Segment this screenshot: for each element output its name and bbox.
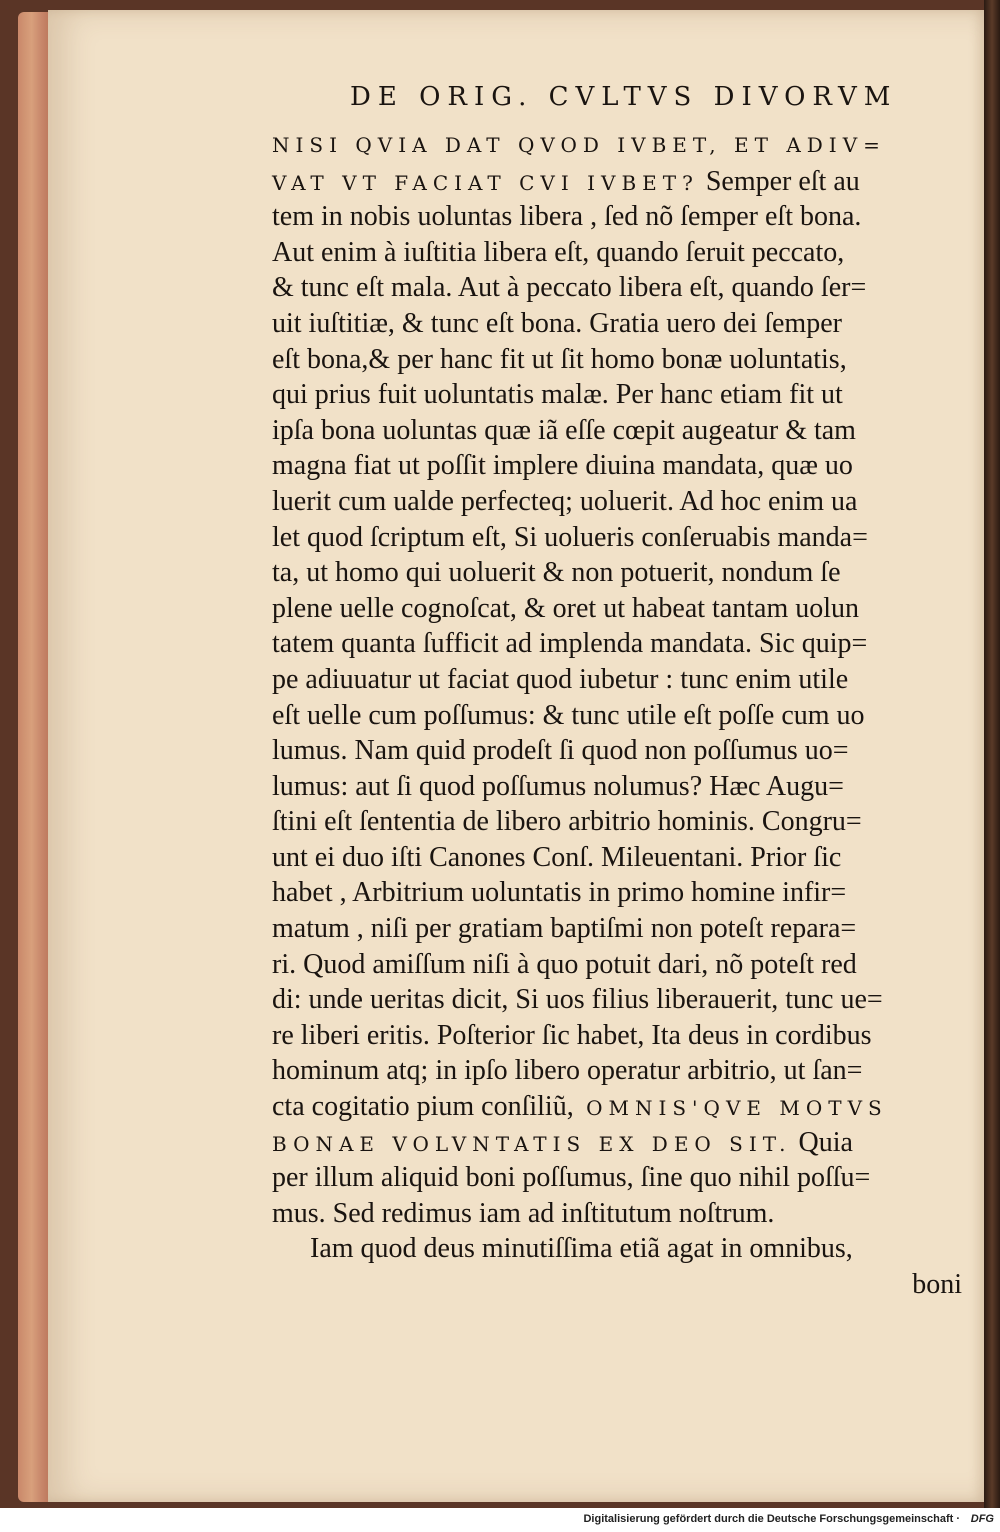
text-line-main: lumus. Nam quid prodeſt ſi quod non poſſumus uo= bbox=[272, 735, 849, 767]
text-line bbox=[272, 804, 976, 840]
running-head: DE ORIG. CVLTVS DIVORVM bbox=[350, 82, 898, 112]
text-line bbox=[272, 1196, 976, 1232]
text-line-main: boni bbox=[912, 1269, 962, 1300]
text-line bbox=[272, 662, 976, 698]
text-line-main: NISI QVIA DAT QVOD IVBET, ET ADIV= bbox=[272, 133, 886, 157]
text-line bbox=[272, 1160, 976, 1196]
text-line-caps: OMNIS'QVE MOTVS bbox=[573, 1096, 888, 1121]
text-line-main: ri. Quod amiſſum niſi à quo potuit dari, nõ poteſt red bbox=[272, 948, 857, 980]
text-line-main: plene uelle cognoſcat, & oret ut habeat tantam uolun bbox=[272, 592, 860, 624]
text-line bbox=[272, 1089, 976, 1125]
text-line-main: tem in nobis uoluntas libera , ſed nõ ſemper eſt bona. bbox=[272, 201, 862, 233]
text-line bbox=[272, 875, 976, 911]
text-line-main: re liberi eritis. Poſterior ſic habet, Ita deus in cordibus bbox=[272, 1019, 872, 1051]
text-line-main: cta cogitatio pium conſiliũ, bbox=[272, 1091, 574, 1123]
text-line-rest: Quia bbox=[791, 1126, 853, 1158]
text-line bbox=[272, 270, 976, 306]
text-line bbox=[272, 947, 976, 983]
text-line bbox=[272, 591, 976, 627]
text-line bbox=[272, 1267, 976, 1303]
text-line-main: BONAE VOLVNTATIS EX DEO SIT. bbox=[272, 1131, 792, 1156]
text-line bbox=[272, 1053, 976, 1089]
text-line bbox=[272, 1018, 976, 1054]
page-edge bbox=[18, 12, 52, 1502]
text-line bbox=[272, 448, 976, 484]
text-line bbox=[272, 520, 976, 556]
text-line-main: per illum aliquid boni poſſumus, ſine quo nihil poſſu= bbox=[272, 1162, 871, 1194]
text-line bbox=[272, 1231, 976, 1267]
text-block bbox=[272, 128, 976, 1303]
text-line-main: di: unde ueritas dicit, Si uos filius liberauerit, tunc ue= bbox=[272, 984, 883, 1016]
text-line-main: eſt uelle cum poſſumus: & tunc utile eſt poſſe cum uo bbox=[272, 699, 865, 731]
text-line-main: pe adiuuatur ut faciat quod iubetur : tunc enim utile bbox=[272, 663, 849, 695]
text-line-main: qui prius fuit uoluntatis malæ. Per hanc etiam fit ut bbox=[272, 379, 843, 411]
text-line bbox=[272, 199, 976, 235]
text-line-main: lumus: aut ſi quod poſſumus nolumus? Hæc Augu= bbox=[272, 770, 844, 802]
text-line bbox=[272, 484, 976, 520]
text-line bbox=[272, 1125, 976, 1161]
text-line-main: unt ei duo iſti Canones Conſ. Mileuentani. Prior ſic bbox=[272, 841, 842, 873]
text-line bbox=[272, 911, 976, 947]
dfg-logo: DFG bbox=[970, 1513, 994, 1525]
text-line bbox=[272, 769, 976, 805]
text-line bbox=[272, 164, 976, 200]
text-line bbox=[272, 733, 976, 769]
text-line-main: luerit cum ualde perfecteq; uoluerit. Ad hoc enim ua bbox=[272, 485, 858, 517]
text-line bbox=[272, 555, 976, 591]
text-line-main: let quod ſcriptum eſt, Si uolueris conſeruabis manda= bbox=[272, 521, 868, 553]
text-line-main: & tunc eſt mala. Aut à peccato libera eſt, quando ſer= bbox=[272, 272, 867, 304]
text-line-main: tatem quanta ſufficit ad implenda mandata. Sic quip= bbox=[272, 628, 868, 660]
text-line bbox=[272, 306, 976, 342]
text-line bbox=[272, 235, 976, 271]
text-line-main: uit iuſtitiæ, & tunc eſt bona. Gratia uero dei ſemper bbox=[272, 307, 842, 339]
text-line bbox=[272, 128, 976, 164]
right-binding bbox=[984, 0, 1000, 1508]
text-line-main: hominum atq; in ipſo libero operatur arbitrio, ut ſan= bbox=[272, 1055, 863, 1087]
text-line-main: VAT VT FACIAT CVI IVBET? bbox=[272, 170, 699, 195]
footer-credit: Digitalisierung gefördert durch die Deutsche Forschungsgemeinschaft · bbox=[583, 1513, 960, 1525]
text-line bbox=[272, 982, 976, 1018]
text-line bbox=[272, 698, 976, 734]
text-line-rest: Semper eſt au bbox=[698, 165, 860, 197]
text-line bbox=[272, 413, 976, 449]
text-line-main: ipſa bona uoluntas quæ iã eſſe cœpit augeatur & tam bbox=[272, 414, 856, 446]
text-line-main: matum , niſi per gratiam baptiſmi non poteſt repara= bbox=[272, 913, 857, 945]
text-line-main: ſtini eſt ſententia de libero arbitrio hominis. Congru= bbox=[272, 806, 862, 838]
text-line bbox=[272, 342, 976, 378]
text-line-main: magna fiat ut poſſit implere diuina mandata, quæ uo bbox=[272, 450, 853, 482]
footer bbox=[0, 1508, 1000, 1532]
text-line-main: ta, ut homo qui uoluerit & non potuerit, nondum ſe bbox=[272, 557, 841, 589]
text-line-main: Aut enim à iuſtitia libera eſt, quando ſeruit peccato, bbox=[272, 236, 845, 268]
text-line-main: mus. Sed redimus iam ad inſtitutum noſtrum. bbox=[272, 1197, 775, 1229]
text-line-main: Iam quod deus minutiſſima etiã agat in omnibus, bbox=[310, 1233, 853, 1265]
text-line bbox=[272, 626, 976, 662]
text-line bbox=[272, 840, 976, 876]
text-line-main: habet , Arbitrium uoluntatis in primo homine infir= bbox=[272, 877, 847, 909]
text-line-main: eſt bona,& per hanc fit ut ſit homo bonæ uoluntatis, bbox=[272, 343, 847, 375]
text-line bbox=[272, 377, 976, 413]
